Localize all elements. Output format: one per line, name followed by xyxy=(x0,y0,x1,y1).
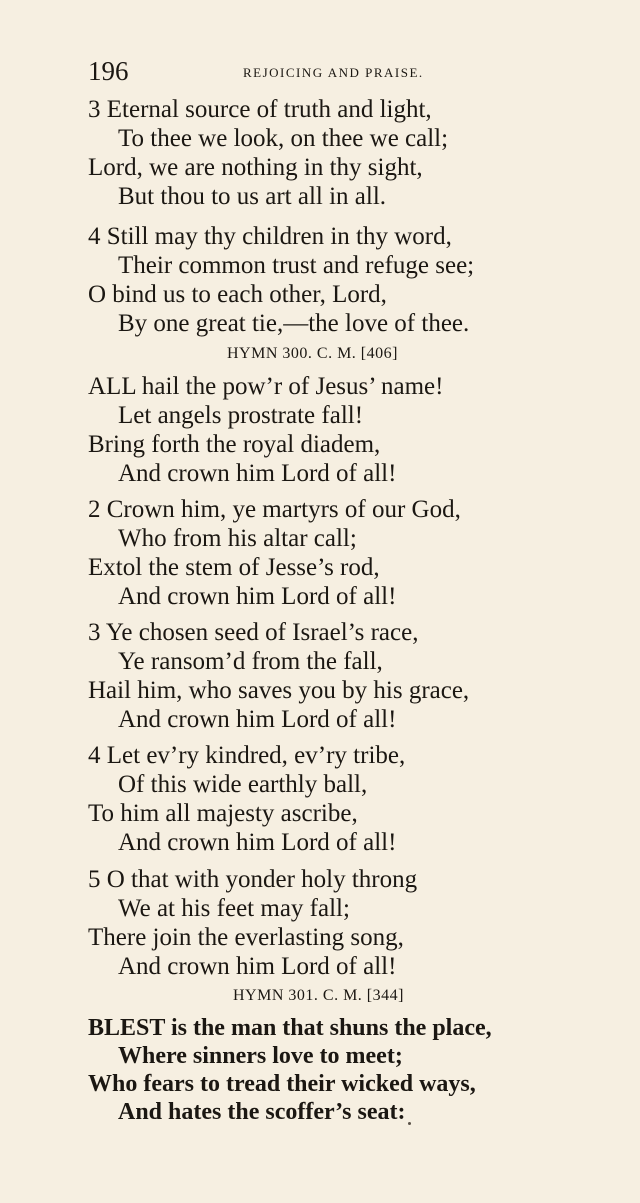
verse-line: And crown him Lord of all! xyxy=(118,829,397,856)
verse-line: Who fears to tread their wicked ways, xyxy=(88,1071,476,1097)
verse-line: And hates the scoffer’s seat: xyxy=(118,1099,406,1125)
verse-line: 4 Let ev’ry kindred, ev’ry tribe, xyxy=(88,742,406,769)
verse-line: O bind us to each other, Lord, xyxy=(88,281,387,308)
hymn-301-heading: HYMN 301. C. M. [344] xyxy=(233,987,404,1004)
verse-line: There join the everlasting song, xyxy=(88,924,404,951)
verse-line: ALL hail the pow’r of Jesus’ name! xyxy=(88,373,444,400)
verse-line: And crown him Lord of all! xyxy=(118,953,397,980)
verse-line: Bring forth the royal diadem, xyxy=(88,431,381,458)
verse-line: 3 Ye chosen seed of Israel’s race, xyxy=(88,619,419,646)
verse-line: Who from his altar call; xyxy=(118,525,357,552)
verse-line: Hail him, who saves you by his grace, xyxy=(88,677,470,704)
verse-line: Their common trust and refuge see; xyxy=(118,252,475,279)
verse-line: Let angels prostrate fall! xyxy=(118,402,364,429)
verse-line: And crown him Lord of all! xyxy=(118,583,397,610)
verse-line: To him all majesty ascribe, xyxy=(88,800,358,827)
verse-line: Lord, we are nothing in thy sight, xyxy=(88,154,423,181)
verse-line: Ye ransom’d from the fall, xyxy=(118,648,383,675)
verse-line: We at his feet may fall; xyxy=(118,895,350,922)
verse-line: 2 Crown him, ye martyrs of our God, xyxy=(88,496,461,523)
verse-line: 3 Eternal source of truth and light, xyxy=(88,96,432,123)
verse-line: But thou to us art all in all. xyxy=(118,183,387,210)
hymn-300-heading: HYMN 300. C. M. [406] xyxy=(227,345,398,362)
verse-line: And crown him Lord of all! xyxy=(118,460,397,487)
page-number: 196 xyxy=(88,56,129,86)
verse-line: By one great tie,—the love of thee. xyxy=(118,310,470,337)
verse-line: Of this wide earthly ball, xyxy=(118,771,368,798)
page-header xyxy=(88,56,558,92)
verse-line: 4 Still may thy children in thy word, xyxy=(88,223,452,250)
print-speck xyxy=(408,1122,411,1125)
verse-line: Extol the stem of Jesse’s rod, xyxy=(88,554,380,581)
running-title: REJOICING AND PRAISE. xyxy=(243,65,424,80)
verse-line: And crown him Lord of all! xyxy=(118,706,397,733)
verse-line: Where sinners love to meet; xyxy=(118,1043,403,1069)
verse-line: 5 O that with yonder holy throng xyxy=(88,866,418,893)
verse-line: BLEST is the man that shuns the place, xyxy=(88,1015,492,1041)
verse-line: To thee we look, on thee we call; xyxy=(118,125,449,152)
